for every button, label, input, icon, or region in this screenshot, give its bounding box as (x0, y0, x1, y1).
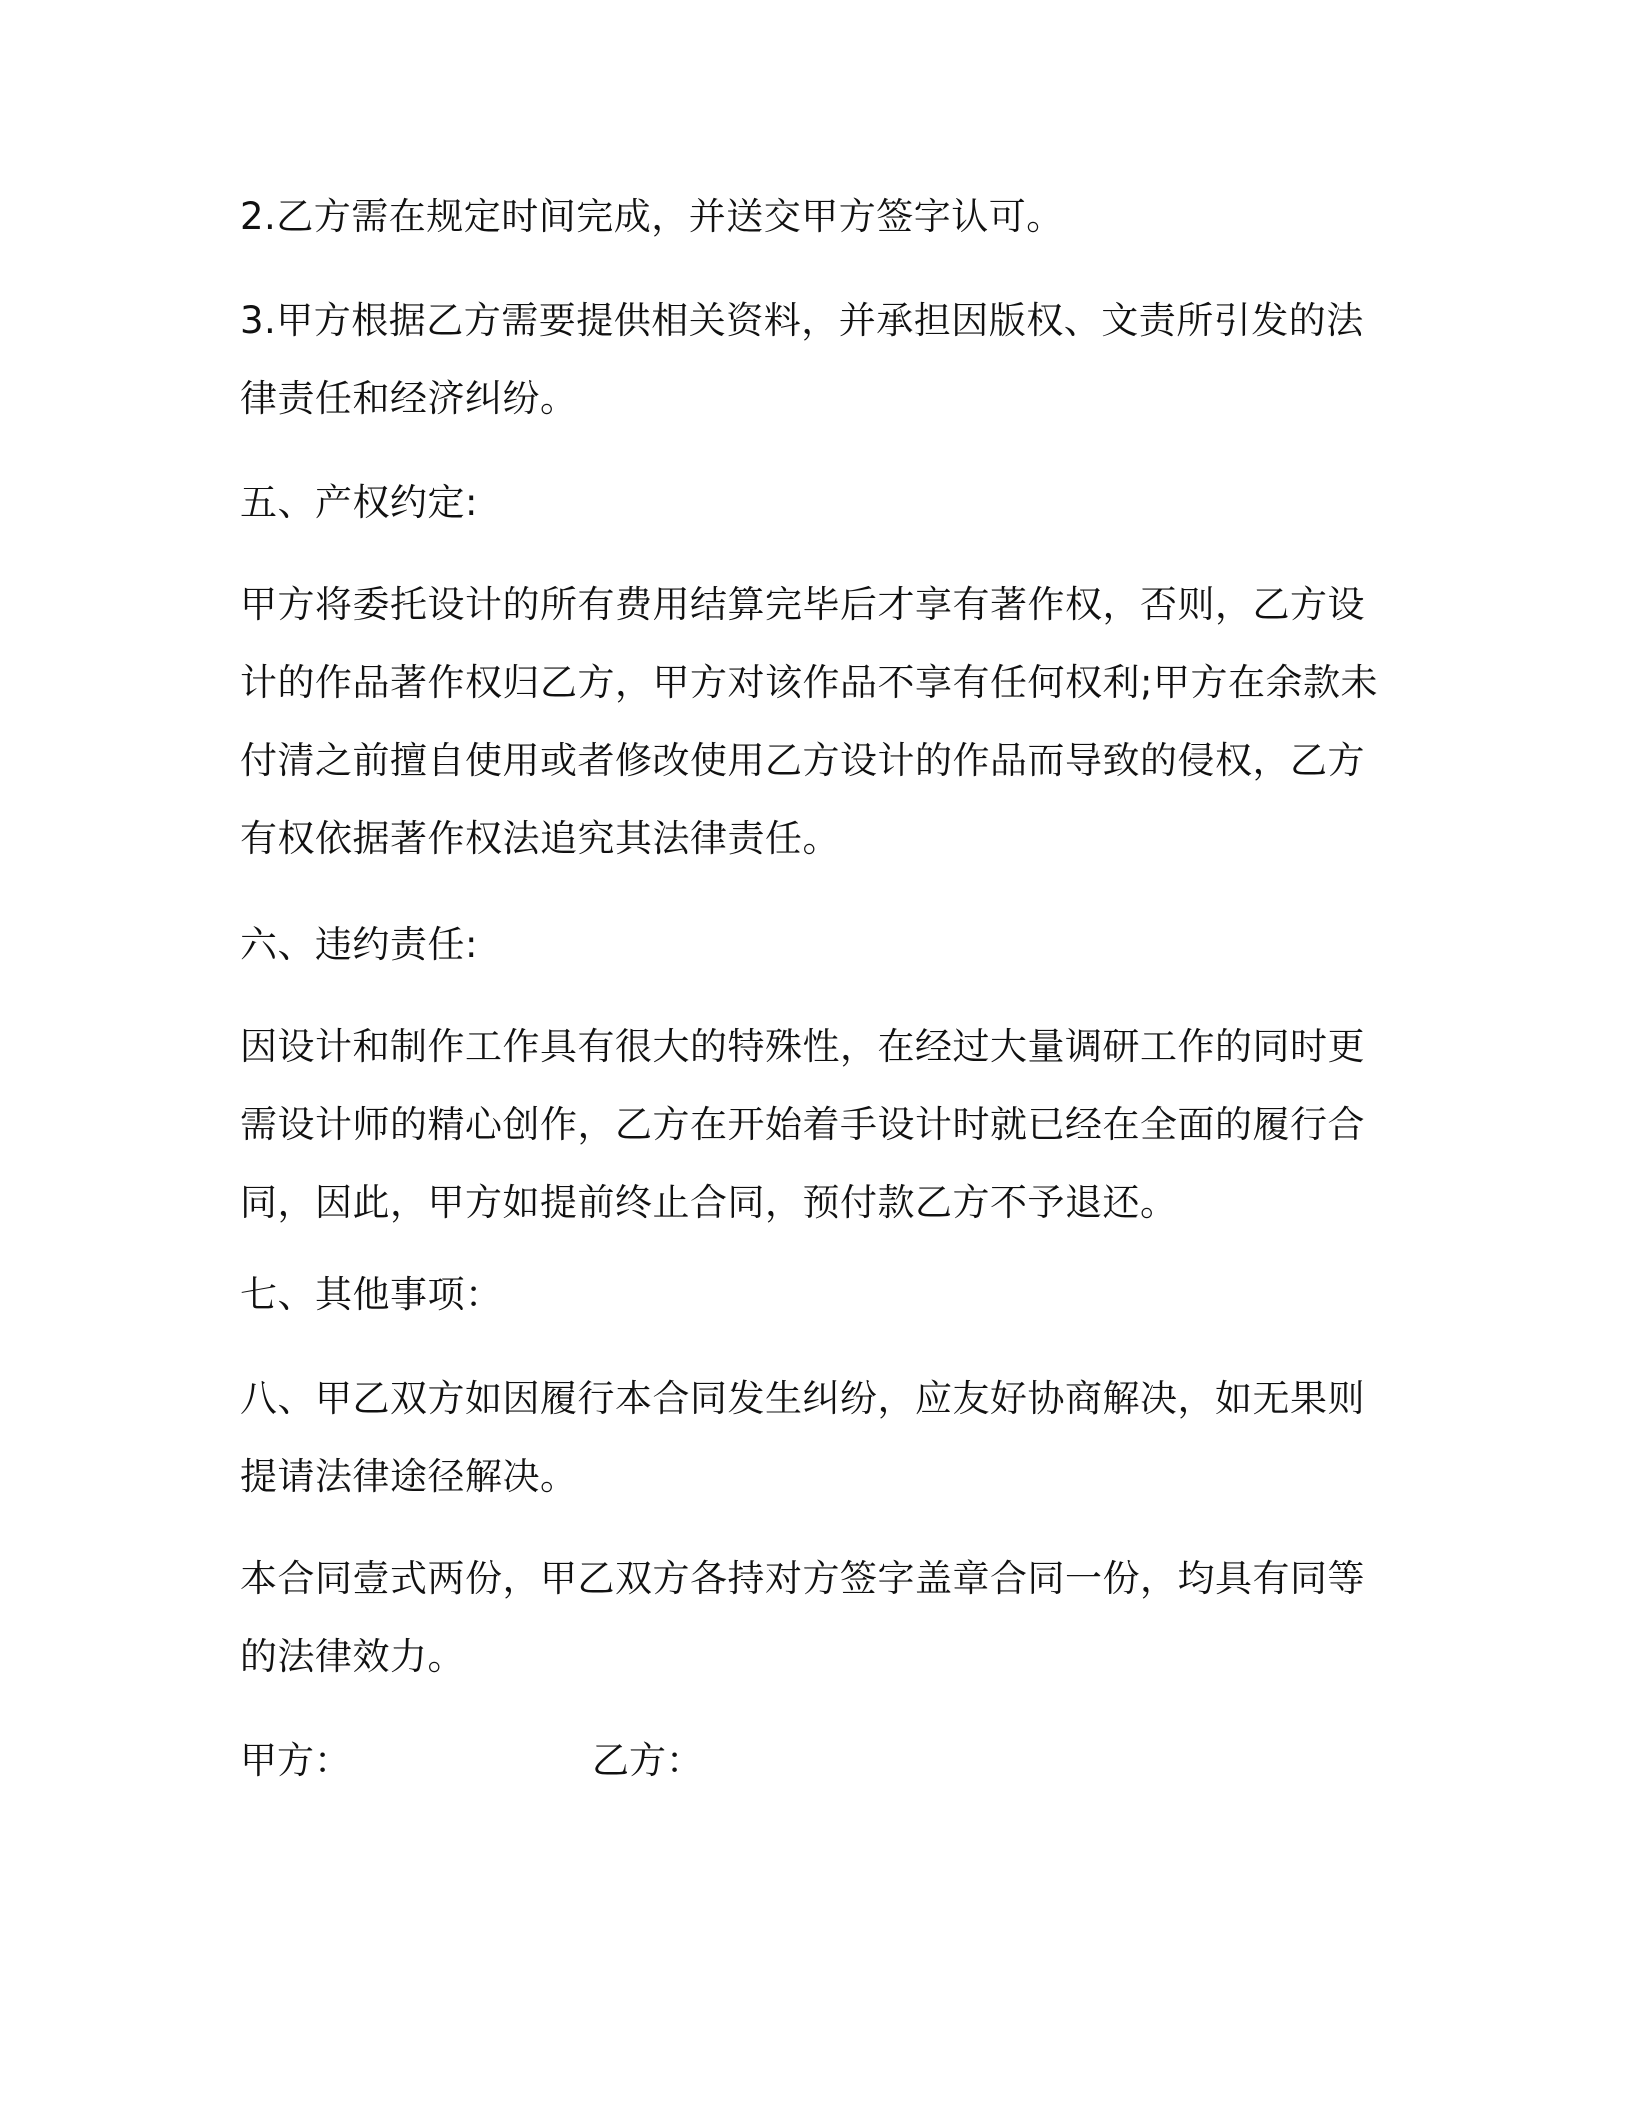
copies-clause (240, 1540, 1390, 1696)
heading-text: 七、其他事项： (240, 1273, 503, 1316)
heading-text: 五、产权约定: (240, 481, 478, 524)
text-line: 2.乙方需在规定时间完成，并送交甲方签字认可。 (240, 195, 1064, 238)
text-line: 因设计和制作工作具有很大的特殊性，在经过大量调研工作的同时更 (240, 1025, 1365, 1068)
heading-text: 六、违约责任: (240, 923, 478, 966)
text-line: 需设计师的精心创作，乙方在开始着手设计时就已经在全面的履行合 (240, 1103, 1365, 1146)
text-line: 付清之前擅自使用或者修改使用乙方设计的作品而导致的侵权，乙方 (240, 739, 1365, 782)
text-line: 的法律效力。 (240, 1635, 465, 1678)
text-line: 本合同壹式两份，甲乙双方各持对方签字盖章合同一份，均具有同等 (240, 1557, 1365, 1600)
section-heading-7 (240, 1256, 1390, 1334)
text-line: 有权依据著作权法追究其法律责任。 (240, 817, 840, 860)
dispute-clause (240, 1360, 1390, 1516)
text-line: 计的作品著作权归乙方，甲方对该作品不享有任何权利;甲方在余款未 (240, 661, 1378, 704)
clause-2 (240, 178, 1390, 256)
clause-3 (240, 282, 1390, 438)
section-heading-6 (240, 906, 1390, 984)
text-line: 甲方将委托设计的所有费用结算完毕后才享有著作权，否则，乙方设 (240, 583, 1365, 626)
party-b-signature-label: 乙方： (592, 1739, 703, 1782)
party-a-signature-label: 甲方： (240, 1739, 351, 1782)
text-line: 八、甲乙双方如因履行本合同发生纠纷，应友好协商解决，如无果则 (240, 1377, 1365, 1420)
section-heading-5 (240, 464, 1390, 542)
text-line: 提请法律途径解决。 (240, 1455, 578, 1498)
liability-clause (240, 1008, 1390, 1242)
ip-clause (240, 566, 1390, 878)
text-line: 3.甲方根据乙方需要提供相关资料，并承担因版权、文责所引发的法 (240, 299, 1364, 342)
text-line: 律责任和经济纠纷。 (240, 377, 578, 420)
text-line: 同，因此，甲方如提前终止合同，预付款乙方不予退还。 (240, 1181, 1178, 1224)
